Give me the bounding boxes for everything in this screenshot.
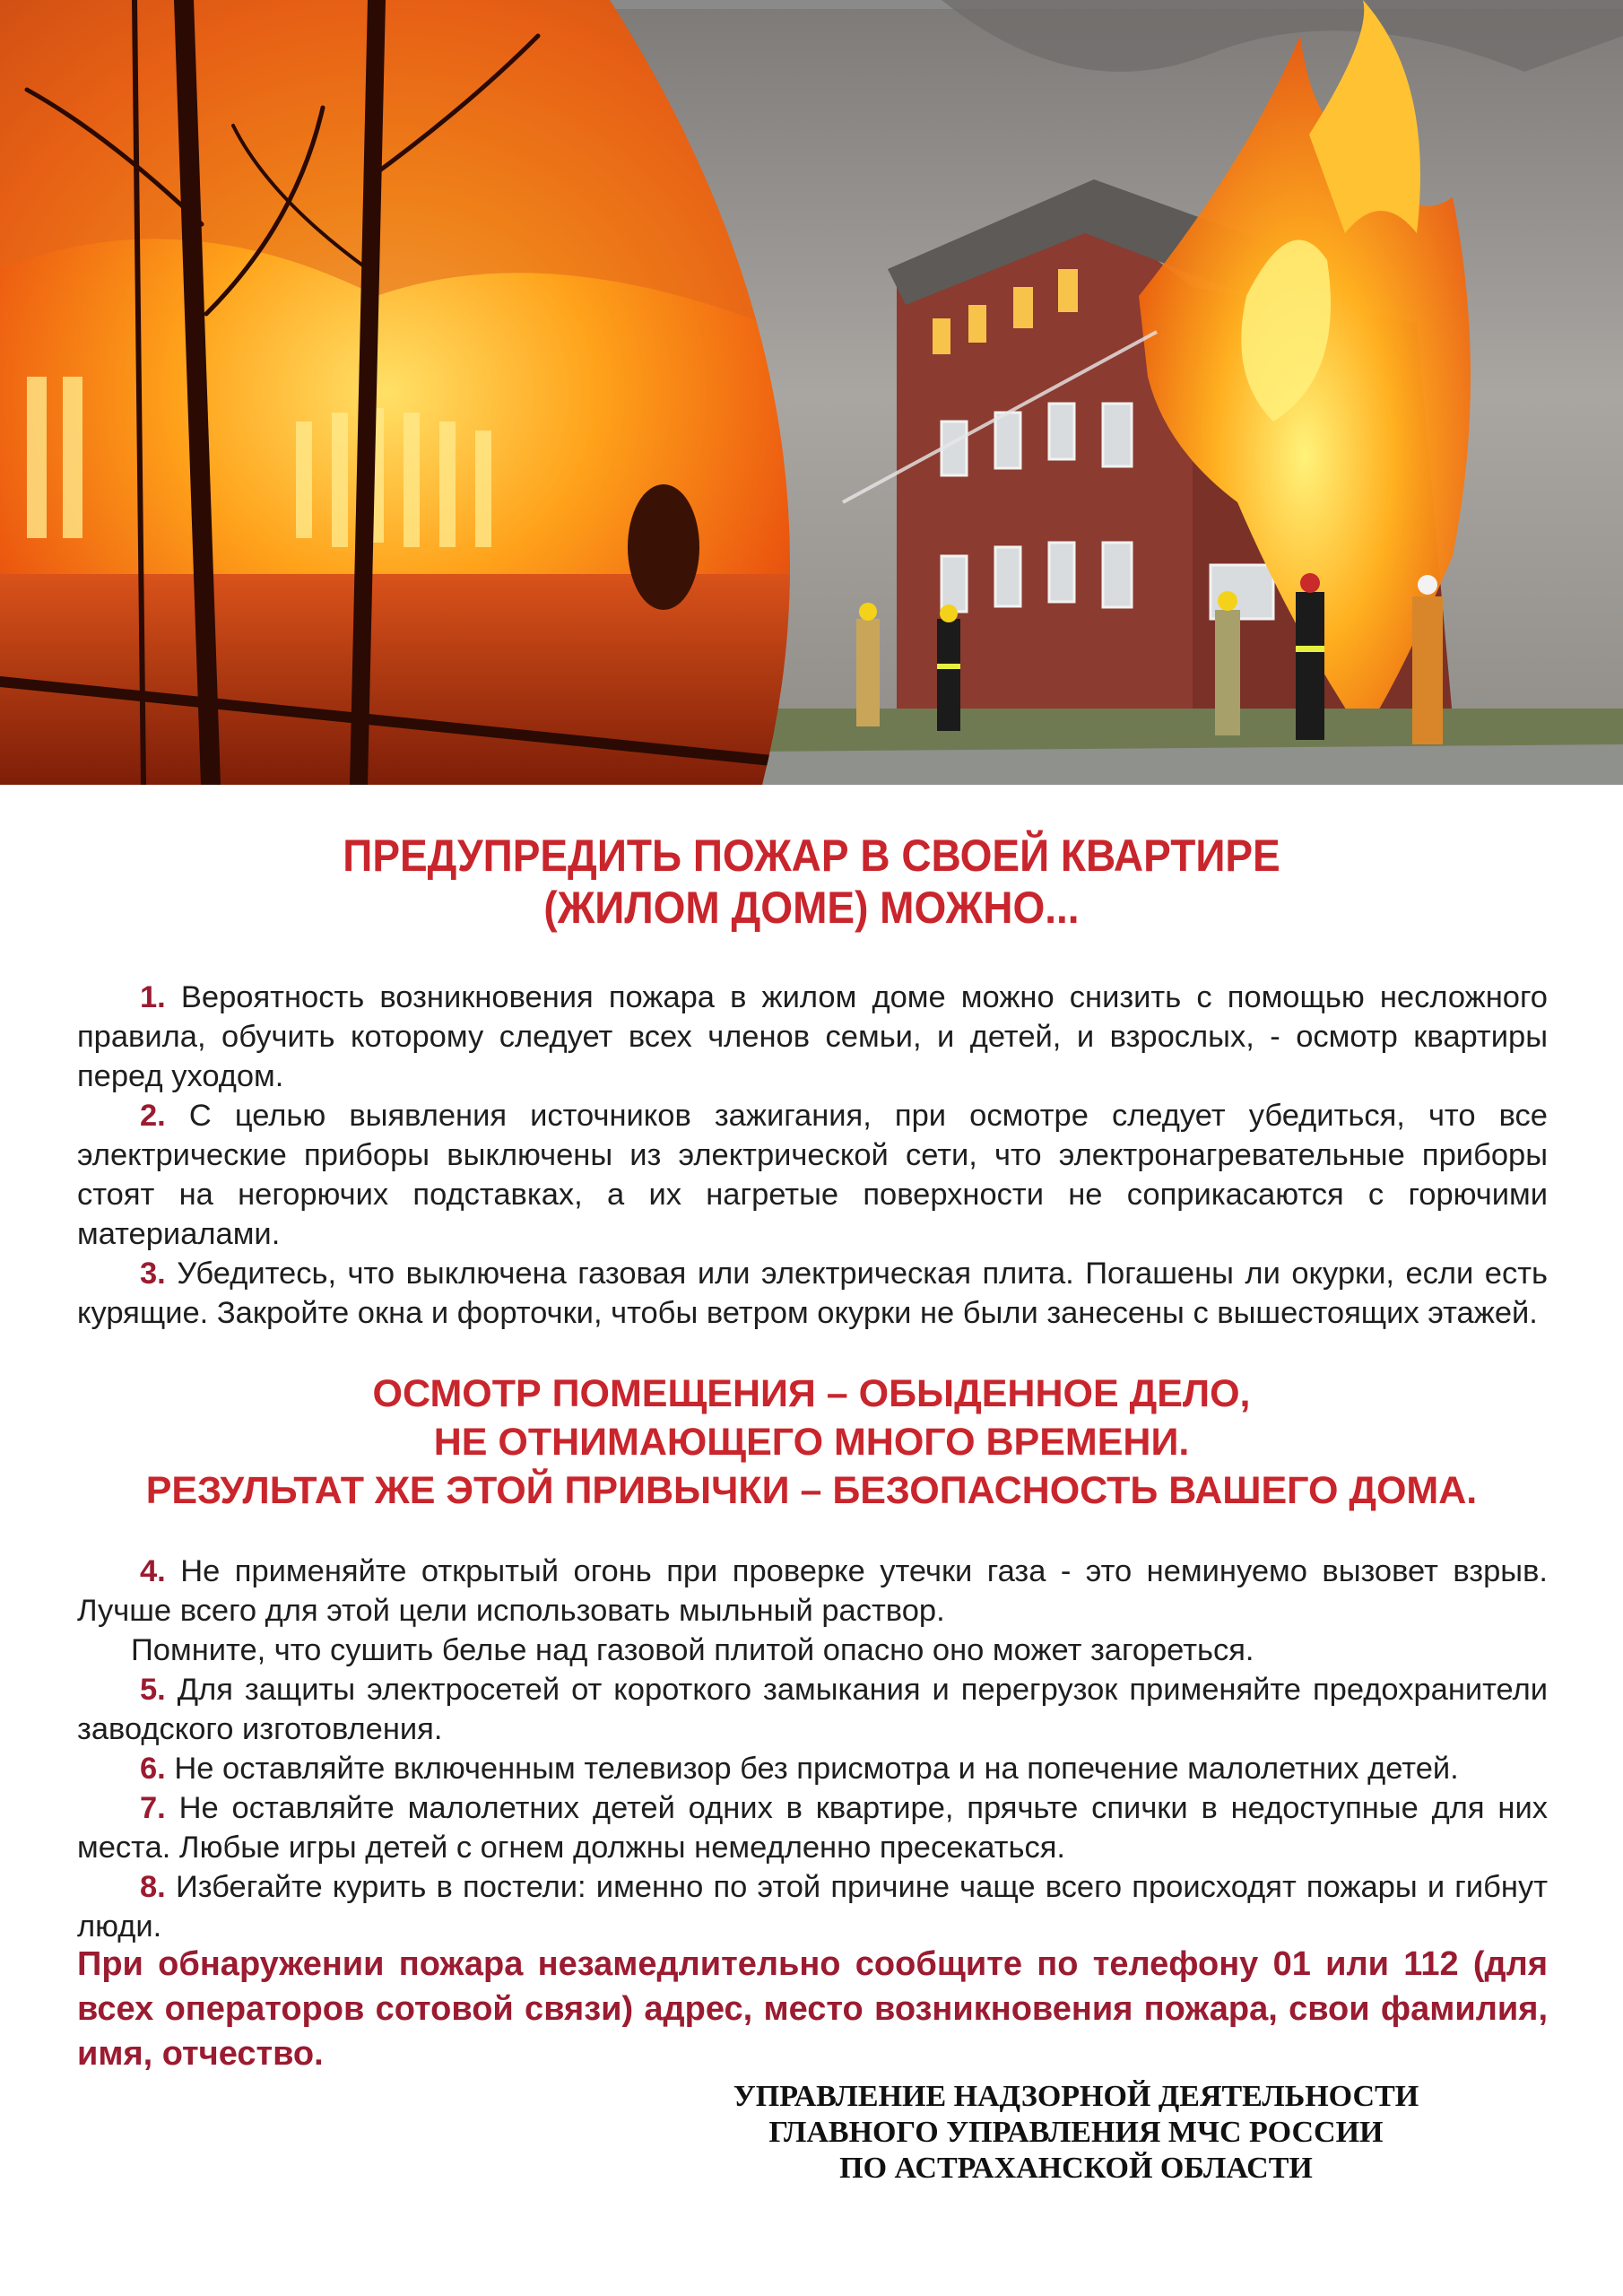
emergency-call-warning: При обнаружении пожара незамедлительно сообщите по телефону 01 или 112 (для всех операторов сотовой связи) адрес, место возникновения пожара, свои фамилия, имя, отчество. xyxy=(77,1945,1548,2073)
advice-text: С целью выявления источников зажигания, при осмотре следует убедиться, что все электрические приборы выключены из электрической сети, что электронагревательные приборы стоят на негорючих подставках, а их нагретые поверхности не соприкасаются с горючими материалами. xyxy=(77,1099,1548,1251)
advice-text: Вероятность возникновения пожара в жилом доме можно снизить с помощью несложного правила, обучить которому следует всех членов семьи, и детей, и взрослых, - осмотр квартиры перед уходом. xyxy=(77,980,1548,1093)
advice-item-6 xyxy=(77,1749,1548,1788)
advice-number: 1. xyxy=(140,980,166,1014)
hero-photo-collage xyxy=(0,0,1623,785)
slogan-heading xyxy=(0,1370,1623,1515)
slogan-line-1: ОСМОТР ПОМЕЩЕНИЯ – ОБЫДЕННОЕ ДЕЛО, xyxy=(372,1372,1251,1415)
main-heading-line-1: ПРЕДУПРЕДИТЬ ПОЖАР В СВОЕЙ КВАРТИРЕ xyxy=(343,831,1280,881)
advice-text: Для защиты электросетей от короткого замыкания и перегрузок применяйте предохранители заводского изготовления. xyxy=(77,1673,1548,1746)
advice-item-3 xyxy=(77,1254,1548,1333)
advice-item-2 xyxy=(77,1096,1548,1254)
advice-text: Не оставляйте малолетних детей одних в квартире, прячьте спички в недоступные для них места. Любые игры детей с огнем должны немедленно пресекаться. xyxy=(77,1791,1548,1865)
advice-item-7 xyxy=(77,1788,1548,1867)
advice-list-part-2 xyxy=(77,1552,1548,1946)
advice-number: 4. xyxy=(140,1554,166,1588)
advice-number: 6. xyxy=(140,1752,166,1786)
slogan-line-2: НЕ ОТНИМАЮЩЕГО МНОГО ВРЕМЕНИ. xyxy=(433,1421,1190,1464)
advice-number: 3. xyxy=(140,1257,166,1291)
advice-number: 8. xyxy=(140,1870,166,1904)
advice-list-part-1 xyxy=(77,978,1548,1333)
authority-line-3: ПО АСТРАХАНСКОЙ ОБЛАСТИ xyxy=(839,2152,1313,2185)
authority-line-2: ГЛАВНОГО УПРАВЛЕНИЯ МЧС РОССИИ xyxy=(768,2116,1384,2149)
advice-item-1 xyxy=(77,978,1548,1096)
main-heading xyxy=(65,830,1558,934)
advice-item-8 xyxy=(77,1867,1548,1946)
advice-text: Не применяйте открытый огонь при проверке утечки газа - это неминуемо вызовет взрыв. Лучше всего для этой цели использовать мыльный раствор. xyxy=(77,1554,1548,1628)
issuing-authority xyxy=(628,2079,1524,2187)
advice-number: 7. xyxy=(140,1791,166,1825)
advice-text: Не оставляйте включенным телевизор без присмотра и на попечение малолетних детей. xyxy=(165,1752,1459,1786)
advice-item-5 xyxy=(77,1670,1548,1749)
reminder-text: Помните, что сушить белье над газовой плитой опасно оно может загореться. xyxy=(131,1633,1254,1667)
slogan-line-3: РЕЗУЛЬТАТ ЖЕ ЭТОЙ ПРИВЫЧКИ – БЕЗОПАСНОСТЬ ВАШЕГО ДОМА. xyxy=(145,1469,1478,1512)
advice-number: 2. xyxy=(140,1099,166,1133)
advice-text: Убедитесь, что выключена газовая или электрическая плита. Погашены ли окурки, если есть курящие. Закройте окна и форточки, чтобы ветром окурки не были занесены с вышестоящих этажей. xyxy=(77,1257,1548,1330)
advice-text: Избегайте курить в постели: именно по этой причине чаще всего происходят пожары и гибнут люди. xyxy=(77,1870,1548,1944)
advice-number: 5. xyxy=(140,1673,166,1707)
main-heading-line-2: (ЖИЛОМ ДОМЕ) МОЖНО... xyxy=(543,883,1080,933)
advice-item-4 xyxy=(77,1552,1548,1631)
authority-line-1: УПРАВЛЕНИЕ НАДЗОРНОЙ ДЕЯТЕЛЬНОСТИ xyxy=(733,2080,1419,2113)
